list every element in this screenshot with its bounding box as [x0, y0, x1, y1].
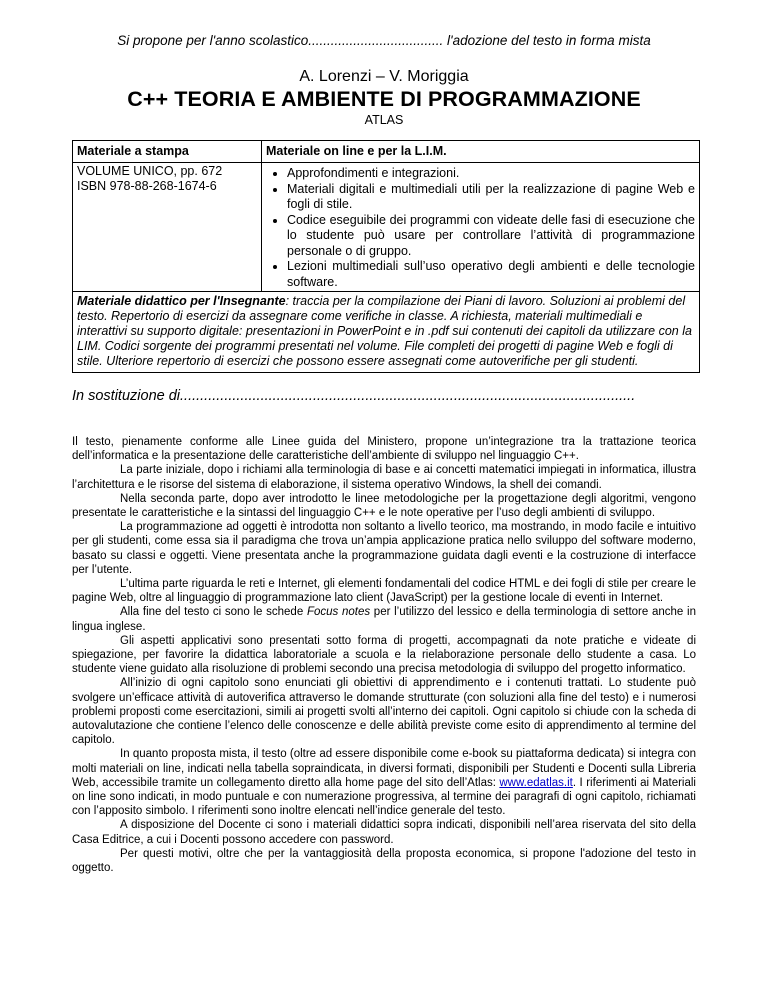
teacher-row [73, 292, 700, 373]
list-item: • Approfondimenti e integrazioni. [287, 166, 695, 182]
table-header-row [73, 141, 700, 163]
online-material-cell [262, 163, 700, 292]
volume-info: VOLUME UNICO, pp. 672 [77, 164, 223, 178]
isbn-info: ISBN 978-88-268-1674-6 [77, 179, 217, 193]
paragraph [72, 747, 696, 818]
description-body [72, 435, 696, 875]
paragraph-text: per l’utilizzo del lessico e della terminologia di settore anche in lingua inglese. [72, 606, 696, 633]
paragraph: Il testo, pienamente conforme alle Linee guida del Ministero, propone un’integrazione tra la trattazione teorica dell’informatica e la presentazione delle caratteristiche dell’ambiente di sviluppo nel linguaggio C++. [72, 436, 696, 463]
materials-table [72, 140, 700, 373]
paragraph [72, 605, 696, 633]
paragraph: L’ultima parte riguarda le reti e Internet, gli elementi fondamentali del codice HTML e dei fogli di stile per creare le pagine Web, oltre al linguaggio di programmazione lato client (JavaScript) per la gestione locale di eventi in Internet. [72, 578, 696, 605]
paragraph: La programmazione ad oggetti è introdotta non soltanto a livello teorico, ma mostrando, in modo facile e intuitivo per gli studenti, come essa sia il paradigma che trova un’ampia applicazione pratica nello sviluppo del software moderno, basato su classi e oggetti. Viene presentata anche la programmazione guidata dagli eventi e la costruzione di interfacce per l’utente. [72, 521, 696, 576]
list-item: • Materiali digitali e multimediali utili per la realizzazione di pagine Web e fogli di stile. [287, 182, 695, 213]
book-authors: A. Lorenzi – V. Moriggia [299, 68, 469, 85]
list-item: • Codice eseguibile dei programmi con videate delle fasi di esecuzione che lo studente può usare per controllare l’attività di programmazione personale o di gruppo. [287, 213, 695, 260]
paragraph-text: In quanto proposta mista, il testo (oltre ad essere disponibile come e-book su piattaforma dedicata) si integra con molti materiali on line, indicati nella tabella sopraindicata, in diversi formati, disponibili per Studenti e Docenti sulla Libreria Web, accessibile tramite un collegamento diretto alla home page del sito dell’Atlas: [72, 748, 696, 789]
replacement-line: In sostituzione di................................................................................................................. [72, 388, 636, 404]
print-material-header: Materiale a stampa [73, 141, 262, 163]
paragraph: All’inizio di ogni capitolo sono enunciati gli obiettivi di apprendimento e i contenuti trattati. Lo studente può svolgere un’efficace attività di autoverifica attraverso le domande strutturate (con soluzioni alla fine del testo) e i numerosi problemi proposti come esercitazioni, simili ai progetti svolti all’interno dei capitoli. Ogni capitolo si chiude con la scheda di autovalutazione che contiene l’elenco delle conoscenze e delle abilità previste come esito di apprendimento al termine del capitolo. [72, 677, 696, 747]
adoption-header: Si propone per l'anno scolastico.................................... l'adozione del testo in forma mista [117, 33, 651, 48]
paragraph-text: Alla fine del testo ci sono le schede [120, 606, 307, 619]
book-title: C++ TEORIA E AMBIENTE DI PROGRAMMAZIONE [127, 87, 641, 111]
print-material-cell [73, 163, 262, 292]
paragraph-text: . I riferimenti ai Materiali on line sono indicati, in modo puntuale e con numerazione progressiva, al termine dei paragrafi di ogni capitolo, richiamati con l’apposito simbolo. I riferimenti sono inoltre elencati nell’indice generale del testo. [72, 776, 696, 818]
paragraph: La parte iniziale, dopo i richiami alla terminologia di base e ai concetti matematici impiegati in informatica, illustra l’architettura e le risorse del sistema di elaborazione, il sistema operativo Windows, la shell dei comandi. [72, 464, 696, 491]
book-publisher: ATLAS [364, 113, 404, 127]
paragraph: Nella seconda parte, dopo aver introdotto le linee metodologiche per la progettazione degli algoritmi, vengono presentate le caratteristiche e la sintassi del linguaggio C++ e le note operative per l’uso degli ambienti di sviluppo. [72, 492, 696, 520]
list-item: • Lezioni multimediali sull’uso operativo degli ambienti e delle tecnologie software. [287, 259, 695, 290]
online-material-header: Materiale on line e per la L.I.M. [262, 141, 700, 163]
teacher-material-cell [73, 292, 700, 373]
focus-notes-term: Focus notes [306, 606, 371, 619]
paragraph: A disposizione del Docente ci sono i materiali didattici sopra indicati, disponibili nell’area riservata del sito della Casa Editrice, a cui i Docenti possono accedere con password. [72, 819, 696, 846]
paragraph: Gli aspetti applicativi sono presentati sotto forma di progetti, accompagnati da note pratiche e videate di spiegazione, per favorire la didattica laboratoriale a scuola e la rielaborazione personale dello studente a casa. Lo studente viene guidato alla risoluzione di problemi secondo una precisa metodologia di sviluppo del progetto informatico. [72, 634, 696, 676]
online-material-list [266, 166, 695, 290]
teacher-material-text: : traccia per la compilazione dei Piani di lavoro. Soluzioni ai problemi del testo. Repertorio di esercizi da assegnare come verifiche in classe. A richiesta, materiali multimediali e interattivi su supporto digitale: presentazioni in PowerPoint e in .pdf sui contenuti dei capitoli da utilizzare con la LIM. Codici sorgente dei programmi presentati nel volume. File completi dei progetti di pagine Web e fogli di stile. Ulteriore repertorio di esercizi che possono essere assegnati come autoverifiche per gli studenti. [77, 294, 692, 368]
edatlas-link[interactable]: www.edatlas.it [499, 776, 573, 789]
paragraph: Per questi motivi, oltre che per la vantaggiosità della proposta economica, si propone l'adozione del testo in oggetto. [72, 847, 696, 875]
teacher-material-label: Materiale didattico per l'Insegnante [77, 294, 286, 308]
table-row [73, 163, 700, 292]
